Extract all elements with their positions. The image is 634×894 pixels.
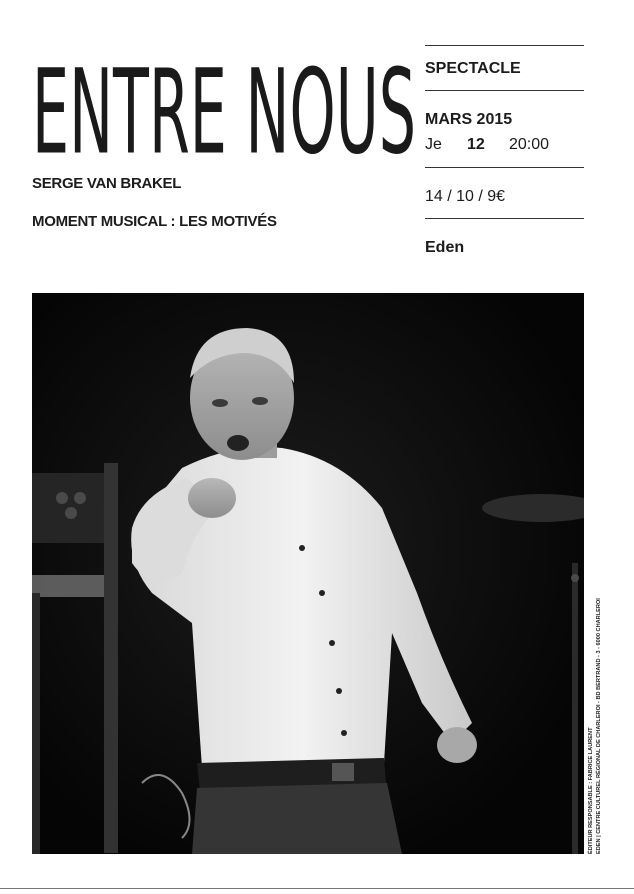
event-time: 20:00 xyxy=(509,136,550,153)
divider xyxy=(425,45,584,46)
venue-label: Eden xyxy=(425,239,465,256)
divider xyxy=(425,218,584,219)
category-label: SPECTACLE xyxy=(425,60,521,77)
page-bottom-rule xyxy=(0,888,634,889)
event-subtitle: MOMENT MUSICAL : LES MOTIVÉS xyxy=(32,213,277,230)
publisher-credit xyxy=(588,598,603,854)
month-label: MARS 2015 xyxy=(425,111,513,128)
poster-title-text: ENTRE NOUS xyxy=(32,45,417,162)
divider xyxy=(425,90,584,91)
credit-line-2: EDEN | CENTRE CULTUREL RÉGIONAL DE CHARLEROI - BD BERTRAND - 3 - 6000 CHARLEROI xyxy=(595,598,602,854)
price-list: 14 / 10 / 9€ xyxy=(425,188,506,205)
artist-name: SERGE VAN BRAKEL xyxy=(32,175,182,192)
performer-photo xyxy=(32,293,584,854)
credit-line-1: ÉDITEUR RESPONSABLE : FABRICE LAURENT xyxy=(588,727,594,854)
poster-title xyxy=(32,38,418,162)
day-name: Je xyxy=(425,136,442,153)
divider xyxy=(425,167,584,168)
day-number: 12 xyxy=(467,136,485,153)
